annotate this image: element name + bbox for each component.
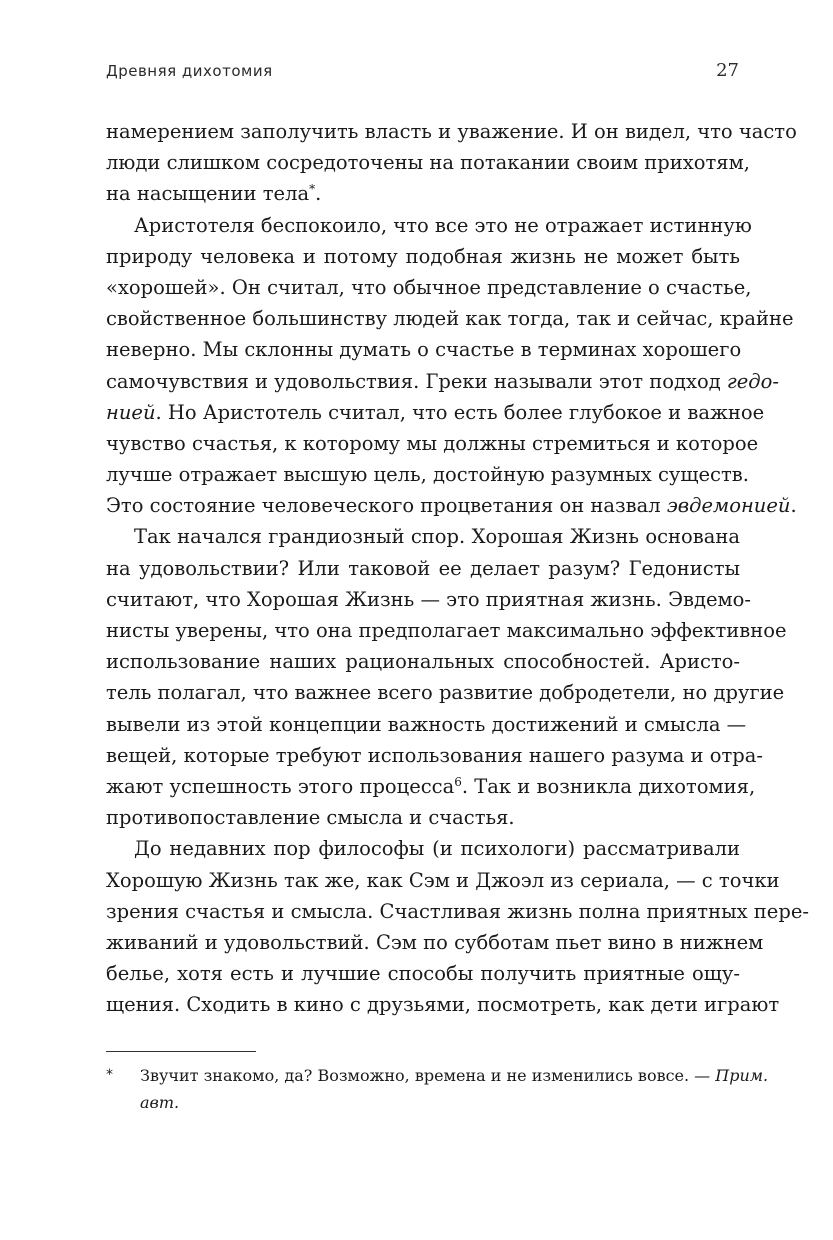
text-line: вывели из этой концепции важность достижений и смысла — — [106, 712, 747, 736]
text-line: намерением заполучить власть и уважение. И он видел, что часто — [106, 120, 797, 143]
italic-term: эвдемонией — [666, 494, 791, 518]
text-line: «хорошей». Он считал, что обычное представление о счастье, — [106, 275, 752, 299]
text-line: Так начался грандиозный спор. Хорошая Жизнь основана — [134, 525, 740, 549]
text-line: чувство счастья, к которому мы должны стремиться и которое — [106, 431, 759, 455]
text-line: жают успешность этого процесса$^6$. Так и возникла дихотомия, — [106, 774, 756, 798]
footnote-attribution: Прим. — [715, 1066, 769, 1085]
text-line: До недавних пор философы (и психологи) рассматривали — [134, 837, 740, 861]
text-line: щения. Сходить в кино с друзьями, посмотреть, как дети играют — [106, 993, 780, 1017]
text-line: зрения счастья и смысла. Счастливая жизнь полна приятных пере- — [106, 899, 809, 923]
text-line: Аристотеля беспокоило, что все это не отражает истинную — [134, 213, 752, 237]
text-line: нией. Но Аристотель считал, что есть более глубокое и важное — [106, 400, 765, 424]
text-line: Хорошую Жизнь так же, как Сэм и Джоэл из сериала, — с точки — [106, 868, 780, 892]
text-line: самочувствия и удовольствия. Греки называли этот подход гедо- — [106, 369, 779, 393]
running-title: Древняя дихотомия — [106, 62, 273, 80]
italic-term: нией — [106, 400, 156, 424]
italic-term: гедо- — [726, 369, 779, 393]
text-line: белье, хотя есть и лучшие способы получить приятные ощу- — [106, 962, 740, 986]
text-line: нисты уверены, что она предполагает максимально эффективное — [106, 619, 787, 642]
endnote-reference: 6 — [454, 774, 462, 789]
text-line: вещей, которые требуют использования нашего разума и отра- — [106, 743, 763, 767]
text-line: тель полагал, что важнее всего развитие добродетели, но другие — [106, 681, 785, 705]
footnote-line: Звучит знакомо, да? Возможно, времена и не изменились вовсе. — Прим. — [140, 1066, 769, 1085]
text-line: неверно. Мы склонны думать о счастье в терминах хорошего — [106, 338, 742, 362]
text-line: на насыщении тела*. — [106, 182, 322, 206]
text-line: Это состояние человеческого процветания он назвал эвдемонией. — [106, 494, 797, 518]
text-line: свойственное большинству людей как тогда, так и сейчас, крайне — [106, 307, 794, 331]
text-line: считают, что Хорошая Жизнь — это приятная жизнь. Эвдемо- — [106, 587, 752, 611]
text-line: противопоставление смысла и счастья. — [106, 806, 515, 830]
text-line: природу человека и потому подобная жизнь не может быть — [106, 244, 740, 268]
footnote-reference: * — [309, 182, 316, 197]
page-number: 27 — [716, 60, 739, 81]
text-line: живаний и удовольствий. Сэм по субботам пьет вино в нижнем — [106, 930, 764, 954]
text-line: использование наших рациональных способностей. Аристо- — [106, 650, 740, 674]
footnote-divider — [106, 1051, 256, 1052]
text-line: на удовольствии? Или таковой ее делает разум? Гедонисты — [106, 556, 740, 580]
text-line: люди слишком сосредоточены на потакании своим прихотям, — [106, 151, 750, 175]
text-line: лучше отражает высшую цель, достойную разумных существ. — [106, 463, 749, 487]
body-text — [106, 116, 809, 1020]
footnote-attribution: авт. — [140, 1093, 180, 1112]
footnote-marker: * — [106, 1067, 113, 1083]
footnote — [106, 1062, 769, 1116]
